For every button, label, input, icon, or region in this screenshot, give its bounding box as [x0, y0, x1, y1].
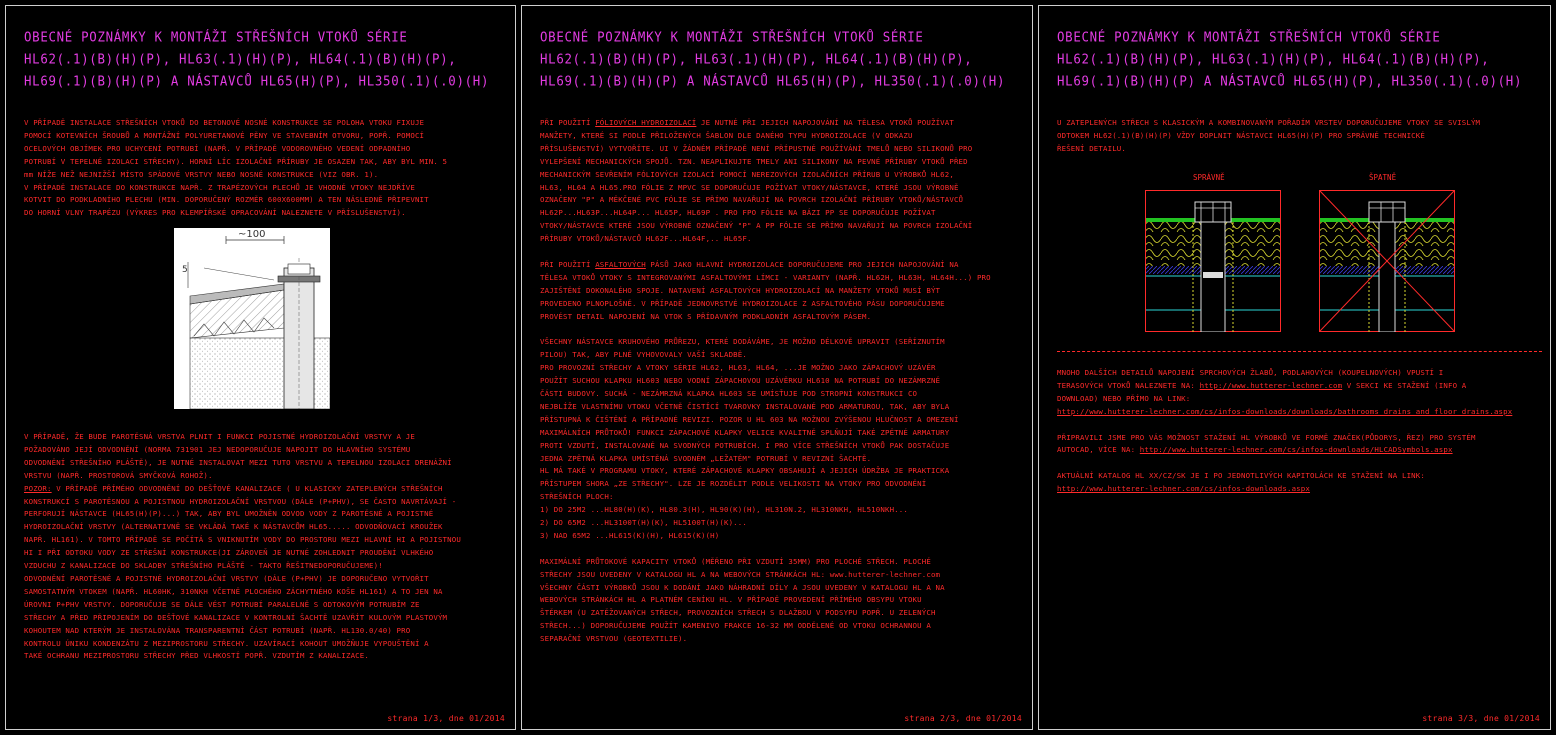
- text-line: DO HORNÍ VLNY TRAPÉZU (VÝKRES PRO KLEMPÍŘSKÉ OPRACOVÁNÍ NALEZNETE V PŘÍSLUŠENSTVÍ).: [24, 208, 406, 218]
- asphalt-term: ASFALTOVÝCH: [595, 259, 646, 269]
- text-line: ČÁSTI BUDOVY. SUCHÁ - NEZÁMRZNÁ KLAPKA HL603 SE UMÍSŤUJE POD STROPNÍ KONSTRUKCI CO: [540, 389, 918, 398]
- text-line: KONTROLU ÚNIKU KONDENZÁTU Z MEZIPROSTORU STŘECHY. UZAVÍRACÍ KOHOUT UMOŽŇUJE VYPOUŠTĚNÍ A: [24, 638, 429, 648]
- text-line: ODTOKEM HL62(.1)(B)(H)(P) VŽDY DOPLNIT NÁSTAVCI HL65(H)(P) PRO SPRÁVNÉ TECHNICKÉ: [1057, 130, 1425, 140]
- text-line: POŽADOVÁNO JEJÍ ODVODNĚNÍ (NORMA 731901 JEJ NEDOPORUČUJE NAPOJIT DO HLAVNÍHO SYSTÉMU: [24, 444, 411, 454]
- label-correct: SPRÁVNĚ: [1193, 173, 1225, 182]
- text-line: ODVODNĚNÍ STŘEŠNÍHO PLÁŠTĚ), JE NUTNÉ INSTALOVAT MEZI TUTO VRSTVU A TEPELNOU IZOLACI DRENÁŽNÍ: [24, 457, 452, 467]
- label-wrong: ŠPATNĚ: [1369, 173, 1397, 182]
- bathrooms-drains-link[interactable]: http://www.hutterer-lechner.com/cs/infos-downloads/downloads/bathrooms_drains_and_floor_drains.aspx: [1057, 406, 1513, 416]
- page-sheet-2: [521, 5, 1033, 730]
- text-line: PŘÍSLUŠENSTVÍ) VYTVOŘÍTE. UI V ŽÁDNÉM PŘÍPADĚ NENÍ PŘÍPUSTNÉ POUŽÍVÁNÍ TMELŮ NEBO SILIKONŮ PRO: [540, 143, 973, 153]
- detail-wrong-drawing: [1319, 190, 1455, 332]
- text-line: PILOU) TAK, ABY PLNĚ VYHOVOVALY VAŠÍ SKLADBĚ.: [540, 350, 747, 360]
- text-line: MAXIMÁLNÍ PRŮTOKOVÉ KAPACITY VTOKŮ (MĚŘENO PŘI VZDUTÍ 35MM) PRO PLOCHÉ STŘECH. PLOCHÉ: [540, 556, 931, 566]
- text-line: MNOHO DALŠÍCH DETAILŮ NAPOJENÍ SPRCHOVÝCH ŽLABŮ, PODLAHOVÝCH (KOUPELNOVÝCH) VPUSTÍ I: [1057, 368, 1444, 377]
- foil-waterproofing-term: FÓLIOVÝCH HYDROIZOLACÍ: [595, 118, 697, 127]
- text-line: ŘEŠENÍ DETAILU.: [1057, 143, 1126, 153]
- text-fragment: V SEKCI KE STAŽENÍ (INFO A: [1342, 380, 1467, 390]
- text-line: KOHOUTEM NAD KTERÝM JE INSTALOVÁNA TRANSPARENTNÍ ČÁST POTRUBÍ (NAPŘ. HL130.0/40) PRO: [24, 625, 411, 635]
- page-footer: strana 2/3, dne 01/2014: [904, 714, 1022, 723]
- text-line: VRSTVU (NAPŘ. PROSTOROVÁ SMYČKOVÁ ROHOŽ).: [24, 470, 213, 480]
- text-fragment: JE NUTNÉ PŘI JEJICH NAPOJOVÁNÍ NA TĚLESA VTOKŮ POUŽÍVAT: [696, 118, 954, 127]
- text-line: SEPARAČNÍ VRSTVOU (GEOTEXTILIE).: [540, 634, 688, 644]
- text-line: MANŽETY, KTERÉ SI PODLE PŘILOŽENÝCH ŠABLON DLE DANÉHO TYPU HYDROIZOLACE (V ODKAZU: [540, 130, 913, 140]
- dimension-label-side: 5: [182, 265, 188, 275]
- warning-label: POZOR:: [24, 483, 52, 493]
- detail-wrong: [1319, 190, 1455, 332]
- text-line: OZNAČENY "P" A MĚKČENÉ PVC FÓLIE SE PŘÍMO NAVAŘUJÍ NA POVRCH IZOLAČNÍ PŘÍRUBY VTOKŮ/NÁSTAVCŮ: [540, 195, 964, 205]
- text-line: POMOCÍ KOTEVNÍCH ŠROUBŮ A MONTÁŽNÍ POLYURETANOVÉ PĚNY VE STAVEBNÍM OTVORU, POPŘ. POMOCÍ: [24, 130, 425, 140]
- text-line: HL62P...HL63P...HL64P... HL65P, HL69P . PRO FPO FÓLIE NA BÁZI PP SE DOPORUČUJE POŽÍVAT: [540, 208, 936, 218]
- text-line: SAMOSTATNÝM VTOKEM (NAPŘ. HL60HK, 310NKH VČETNĚ PLOCHÉHO ZÁCHYTNÉHO KOŠE HL161) A TO JEN NA: [24, 586, 443, 596]
- text-line: [1057, 444, 1538, 457]
- text-fragment: V PŘÍPADĚ PŘÍMÉHO ODVODNĚNÍ DO DEŠŤOVÉ KANALIZACE ( U KLASICKY ZATEPLENÝCH STŘEŠNÍCH: [51, 483, 443, 493]
- text-line: HYDROIZOLAČNÍ VRSTVY (ALTERNATIVNĚ SE VKLÁDÁ TAKÉ K NÁSTAVCŮM HL65..... ODVODŇOVACÍ KROUŽEK: [24, 522, 443, 532]
- text-line: PŘÍRUBY VTOKŮ/NÁSTAVCŮ HL62F...HL64F,.. HL65F.: [540, 234, 752, 244]
- catalog-download-link[interactable]: http://www.hutterer-lechner.com/cs/infos-downloads.aspx: [1057, 484, 1310, 494]
- figure-1-drain-section: [174, 228, 330, 409]
- title-line: HL69(.1)(B)(H)(P) A NÁSTAVCŮ HL65(H)(P), HL350(.1)(.0)(H): [1057, 72, 1523, 89]
- text-line: STŘECHY A PŘED PŘIPOJENÍM DO DEŠŤOVÉ KANALIZACE V KONTROLNÍ ŠACHTĚ UZAVŘÍT KULOVÝM PLASTOVÝM: [24, 612, 448, 622]
- dashed-separator: [1057, 351, 1542, 352]
- text-line: 2) DO 65M2 ...HL3100T(H)(K), HL5100T(H)(K)...: [540, 518, 747, 528]
- cad-symbols-link[interactable]: http://www.hutterer-lechner.com/cs/infos-downloads/HLCADSymbols.aspx: [1139, 445, 1453, 455]
- page-footer: strana 1/3, dne 01/2014: [387, 714, 505, 723]
- title-line: HL62(.1)(B)(H)(P), HL63(.1)(H)(P), HL64(.1)(B)(H)(P),: [540, 50, 973, 67]
- text-line: PROVÉST DETAIL NAPOJENÍ NA VTOK S PŘÍDAVNÝM PODKLADNÍM ASFALTOVÝM PÁSEM.: [540, 311, 872, 321]
- text-line: V PŘÍPADĚ, ŽE BUDE PAROTĚSNÁ VRSTVA PLNIT I FUNKCI POJISTNÉ HYDROIZOLAČNÍ VRSTVY A JE: [24, 432, 415, 441]
- dimension-label: ~100: [238, 229, 266, 240]
- title-line: HL69(.1)(B)(H)(P) A NÁSTAVCŮ HL65(H)(P), HL350(.1)(.0)(H): [24, 72, 490, 89]
- text-line: JEDNA ZPĚTNÁ KLAPKA UMÍSTĚNÁ SVODNÉM „LEŽATÉM" POTRUBÍ V REVIZNÍ ŠACHTĚ.: [540, 453, 872, 463]
- text-line: ŠTĚRKEM (U ZATĚŽOVANÝCH STŘECH, PROVOZNÍCH STŘECH S DLAŽBOU V PODSYPU POPŘ. U ZELENÝCH: [540, 608, 936, 618]
- text-line: [540, 117, 1020, 130]
- text-line: PŘÍSTUPEM SHORA „ZE STŘECHY". LZE JE ROZDĚLIT PODLE VELIKOSTI NA VTOKY PRO ODVODNĚNÍ: [540, 479, 927, 489]
- text-line: KOTVIT DO PODKLADNÍHO PLECHU (MIN. DOPORUČENÝ ROZMĚR 600X600MM) A TEN NÁSLEDNĚ PŘIPEVNIT: [24, 195, 429, 205]
- text-line: [540, 259, 1020, 272]
- text-line: TĚLESA VTOKŮ VTOKY S INTEGROVANÝMI ASFALTOVÝMI LÍMCI - VARIANTY (NAPŘ. HL62H, HL63H, HL64H...) PRO: [540, 272, 991, 282]
- text-fragment: PŘI POUŽITÍ: [540, 118, 596, 127]
- text-line: WEBOVÝCH STRÁNKÁCH HL A PLATNÉM CENÍKU HL. V PŘÍPADĚ PROVEDENÍ PŘÍMÉHO OBSYPU VTOKU: [540, 595, 922, 605]
- paragraph-vapor-barrier: [24, 431, 503, 663]
- text-line: HL63, HL64 A HL65.PRO FÓLIE Z MPVC SE DOPORUČUJE POŽÍVAT VTOKY/NÁSTAVCE, KTERÉ JSOU VÝROBNĚ: [540, 182, 959, 192]
- page-sheet-1: [5, 5, 516, 730]
- text-line: MAXIMÁLNÍCH PRŮTOKŮ! FUNKCI ZÁPACHOVÉ KLAPKY VELICE KVALITNĚ SPLŇUJÍ TAKÉ ZPĚTNÉ ARMATURY: [540, 427, 950, 437]
- text-line: VTOKY/NÁSTAVCE KTERÉ JSOU VÝROBNĚ OZNAČENÝ "P" A PP FÓLIE SE PŘÍMO NAVAŘUJÍ NA POVRCH IZOLAČNÍ: [540, 221, 973, 231]
- detail-correct: [1145, 190, 1281, 332]
- sheet-title: [540, 26, 1022, 92]
- text-line: mm NÍŽE NEŽ NEJNIŽŠÍ MÍSTO SPÁDOVÉ VRSTVY NEBO NOSNÉ KONSTRUKCE (VIZ OBR. 1).: [24, 169, 379, 179]
- text-line: V PŘÍPADĚ INSTALACE STŘEŠNÍCH VTOKŮ DO BETONOVÉ NOSNÉ KONSTRUKCE SE POLOHA VTOKU FIXUJE: [24, 118, 425, 127]
- sheet-title: [24, 26, 505, 92]
- text-line: PERFORUJÍ NÁSTAVCE (HL65(H)(P)...) TAK, ABY BYL UMOŽNĚN ODVOD VODY Z PAROTĚSNÉ A POJISTNÉ: [24, 509, 434, 519]
- detail-correct-drawing: [1145, 190, 1281, 332]
- text-line: STŘEŠNÍCH PLOCH:: [540, 492, 614, 502]
- text-line: VŠECHNY ČÁSTI VÝROBKŮ JSOU K DODÁNÍ JAKO NÁHRADNÍ DÍLY A JSOU UVEDENY V KATALOGU HL A NA: [540, 582, 945, 592]
- title-line: HL69(.1)(B)(H)(P) A NÁSTAVCŮ HL65(H)(P), HL350(.1)(.0)(H): [540, 72, 1006, 89]
- text-fragment: PÁSŮ JAKO HLAVNÍ HYDROIZOLACE DOPORUČUJEME PRO JEJICH NAPOJOVÁNÍ NA: [645, 259, 959, 269]
- text-line: MECHANICKÝM SEVŘENÍM FÓLIOVÝCH IZOLACÍ POMOCÍ NEREZOVÝCH IZOLAČNÍCH PŘÍRUB U VÝROBKŮ HL62,: [540, 169, 954, 179]
- page-footer: strana 3/3, dne 01/2014: [1422, 714, 1540, 723]
- text-line: [1057, 380, 1538, 393]
- text-line: V PŘÍPADĚ INSTALACE DO KONSTRUKCE NAPŘ. Z TRAPÉZOVÝCH PLECHŮ JE VHODNÉ VTOKY NEJDŘÍVE: [24, 182, 415, 192]
- text-fragment: PŘI POUŽITÍ: [540, 259, 596, 269]
- text-line: VŠECHNY NÁSTAVCE KRUHOVÉHO PRŮŘEZU, KTERÉ DODÁVÁME, JE MOŽNO DÉLKOVĚ UPRAVIT (SEŘÍZNUTÍM: [540, 337, 945, 347]
- text-line: ODVODNĚNÍ PAROTĚSNÉ A POJISTNÉ HYDROIZOLAČNÍ VRSTVY (DÁLE (P+PHV) JE DOPORUČENO VYTVOŘIT: [24, 573, 429, 583]
- text-line: HI I PŘI ODTOKU VODY ZE STŘEŠNÍ KONSTRUKCE(JI ZÁROVEŇ JE NUTNÉ ZOHLEDNIT PROUDĚNÍ VLHKÉHO: [24, 548, 434, 558]
- text-line: KONSTRUKCÍ S PAROTĚSNOU A POJISTNOU HYDROIZOLAČNÍ VRSTVOU (DÁLE (P+PHV), SE ČASTO NAVRTÁVAJÍ -: [24, 496, 457, 506]
- text-line: VZDUCHU Z KANALIZACE DO SKLADBY STŘEŠNÍHO PLÁŠTĚ - TAKTO ŘEŠITNEDOPORUČUJEME)!: [24, 561, 383, 571]
- sheet-title: [1057, 26, 1540, 92]
- title-line: OBECNÉ POZNÁMKY K MONTÁŽI STŘEŠNÍCH VTOKŮ SÉRIE: [24, 28, 408, 45]
- text-line: NEJBLÍŽE VLASTNÍMU VTOKU VČETNĚ ČISTÍCÍ TVAROVKY INSTALOVANÉ POD ARMATUROU, TAK, ABY BYLA: [540, 401, 950, 411]
- text-line: POTRUBÍ V TEPELNÉ IZOLACI STŘECHY). HORNÍ LÍC IZOLAČNÍ PŘÍRUBY JE OSAZEN TAK, ABY BYL MIN. 5: [24, 156, 448, 166]
- paragraph-concrete-installation: [24, 117, 503, 220]
- text-line: VYLEPŠENÍ MECHANICKÝCH SPOJŮ. TZN. NEAPLIKUJTE TMELY ANI SILIKONY NA PEVNÉ PŘÍRUBY VTOKŮ PŘED: [540, 156, 968, 166]
- text-fragment: AUTOCAD, VÍCE NA:: [1057, 445, 1140, 455]
- hutterer-lechner-link[interactable]: http://www.hutterer-lechner.com: [1199, 380, 1343, 390]
- text-line: PRO PROVOZNÍ STŘECHY A VTOKY SÉRIE HL62, HL63, HL64, ...JE MOŽNO JAKO ZÁPACHOVÝ UZÁVĚR: [540, 363, 936, 373]
- page-sheet-3: [1038, 5, 1551, 730]
- text-line: NAPŘ. HL161). V TOMTO PŘÍPADĚ SE POČÍTÁ S VNIKNUTÍM VODY DO PROSTORU MEZI HLAVNÍ HI A POJISTNOU: [24, 535, 461, 545]
- text-line: [24, 483, 503, 496]
- title-line: HL62(.1)(B)(H)(P), HL63(.1)(H)(P), HL64(.1)(B)(H)(P),: [1057, 50, 1490, 67]
- title-line: HL62(.1)(B)(H)(P), HL63(.1)(H)(P), HL64(.1)(B)(H)(P),: [24, 50, 457, 67]
- text-line: AKTUÁLNÍ KATALOG HL XX/CZ/SK JE I PO JEDNOTLIVÝCH KAPITOLÁCH KE STAŽENÍ NA LINK:: [1057, 471, 1425, 481]
- drain-section-drawing: [174, 228, 330, 409]
- text-line: PROVEDENO PLNOPLOŠNĚ. V PŘÍPADĚ JEDNOVRSTVÉ HYDROIZOLACE Z ASFALTOVÉHO PÁSU DOPORUČUJEME: [540, 298, 945, 308]
- text-line: 3) NAD 65M2 ...HL615(K)(H), HL615(K)(H): [540, 530, 720, 540]
- text-line: PŘÍSTUPNÁ K ČIŠTĚNÍ A PŘÍPADNÉ REVIZI. POZOR U HL 603 NA MOŽNOU ZVÝŠENOU HLUČNOST A OMEZENÍ: [540, 414, 959, 424]
- text-line: DOWNLOAD) NEBO PŘÍMO NA LINK:: [1057, 393, 1191, 403]
- text-fragment: TERASOVÝCH VTOKŮ NALEZNETE NA:: [1057, 380, 1200, 390]
- text-line: 1) DO 25M2 ...HL80(H)(K), HL80.3(H), HL90(K)(H), HL310N.2, HL310NKH, HL510NKH...: [540, 505, 908, 515]
- text-line: TAKÉ OCHRANU MEZIPROSTORU STŘECHY PŘED VLHKOSTÍ POPŘ. VZDUTÍM Z KANALIZACE.: [24, 651, 369, 661]
- paragraph-foil-waterproofing: [540, 117, 1020, 646]
- paragraph-links: [1057, 367, 1538, 496]
- title-line: OBECNÉ POZNÁMKY K MONTÁŽI STŘEŠNÍCH VTOKŮ SÉRIE: [1057, 28, 1441, 45]
- text-line: ZAJIŠTĚNÍ DOKONALÉHO SPOJE. NATAVENÍ ASFALTOVÝCH HYDROIZOLACÍ NA MANŽETY VTOKŮ MUSÍ BÝT: [540, 285, 941, 295]
- text-line: STŘECH...) DOPORUČUJEME POUŽÍT KAMENIVO FRAKCE 16-32 MM ODDĚLENÉ OD VTOKU OCHRANNOU A: [540, 621, 931, 631]
- paragraph-insulated-roofs: [1057, 117, 1538, 156]
- text-line: U ZATEPLENÝCH STŘECH S KLASICKÝM A KOMBINOVANÝM POŘADÍM VRSTEV DOPORUČUJEME VTOKY SE SVISLÝM: [1057, 118, 1481, 127]
- text-line: PROTI VZDUTÍ, INSTALOVANÉ NA SVODNÝCH POTRUBÍCH. I PRO VÍCE STŘEŠNÍCH VTOKŮ PAK DOSTAČUJE: [540, 440, 950, 450]
- title-line: OBECNÉ POZNÁMKY K MONTÁŽI STŘEŠNÍCH VTOKŮ SÉRIE: [540, 28, 924, 45]
- text-line: STŘECHY JSOU UVEDENY V KATALOGU HL A NA WEBOVÝCH STRÁNKÁCH HL: www.hutterer-lechner.com: [540, 569, 941, 579]
- text-line: ÚROVNI P+PHV VRSTVY. DOPORUČUJE SE DÁLE VÉST POTRUBÍ PARALELNĚ S ODTOKOVÝM POTRUBÍM ZE: [24, 599, 420, 609]
- text-line: POUŽÍT SUCHOU KLAPKU HL603 NEBO VODNÍ ZÁPACHOVOU UZÁVĚRKU HL610 NA POTRUBÍ DO NEZÁMRZNÉ: [540, 376, 941, 386]
- text-line: HL MÁ TAKÉ V PROGRAMU VTOKY, KTERÉ ZÁPACHOVÉ KLAPKY OBSAHUJÍ A JEJICH ÚDRŽBA JE PRAKTICKA: [540, 466, 950, 476]
- text-line: OCELOVÝCH OBJÍMEK PRO UCHYCENÍ POTRUBÍ (NAPŘ. V PŘÍPADĚ VODOROVNÉHO VEDENÍ ODPADNÍHO: [24, 143, 411, 153]
- text-line: PŘIPRAVILI JSME PRO VÁS MOŽNOST STAŽENÍ HL VÝROBKŮ VE FORMĚ ZNAČEK(PŮDORYS, ŘEZ) PRO SYSTÉM: [1057, 432, 1476, 442]
